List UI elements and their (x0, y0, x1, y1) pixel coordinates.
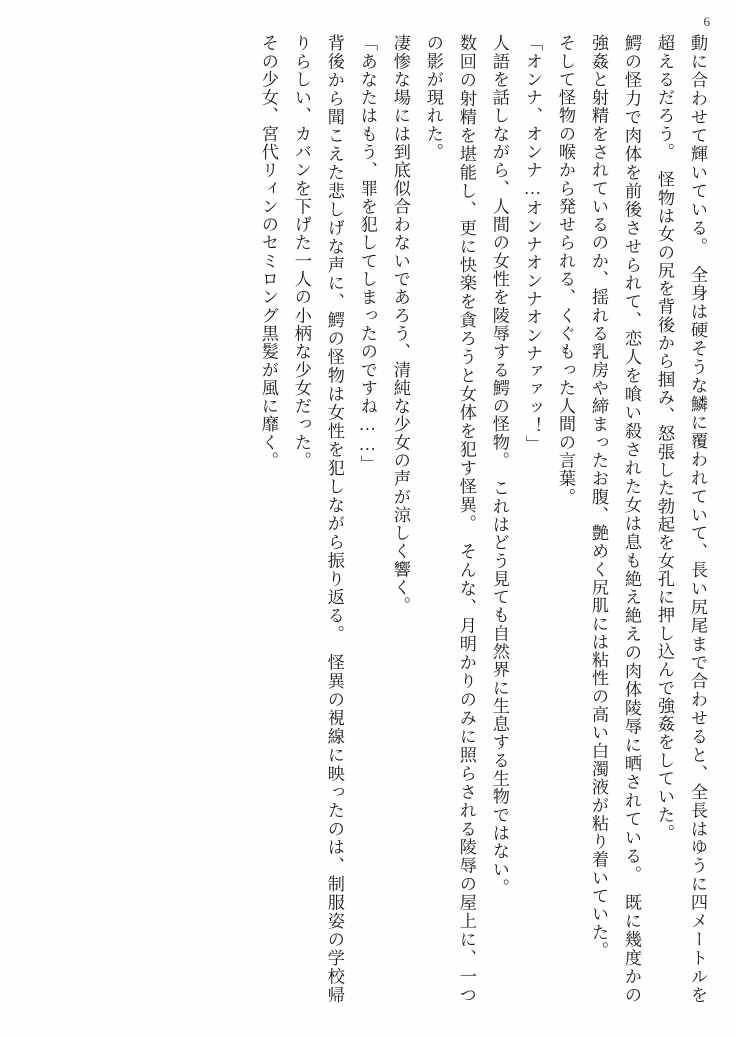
paragraph: その少女、宮代リィンのセミロング黒髪が風に靡く。 (258, 34, 278, 470)
paragraph: 「オンナ、オンナ…オンナオンナオンナァァッ！」 (522, 34, 542, 454)
paragraph: 凄惨な場には到底似合わないであろう、清純な少女の声が涼しく響く。 (390, 34, 410, 615)
paragraph: 人語を話しながら、人間の女性を陵辱する鰐の怪物。 これはどう見ても自然界に生息する生物ではない。 (489, 34, 509, 897)
page-number: 6 (703, 14, 710, 29)
paragraph: 鰐の怪力で肉体を前後させられて、恋人を喰い殺された女は息も絶え絶えの肉体陵辱に晒されている。 既に幾度かの強姦と射精をされているのか、揺れる乳房や締まったお腹、艶めく尻肌には粘性の高い白濁液が粘り着いていた。 (588, 34, 641, 1004)
paragraph: 動に合わせて輝いている。 全身は硬そうな鱗に覆われていて、長い尻尾まで合わせると、全長はゆうに四メートルを超えるだろう。 怪物は女の尻を背後から掴み、怒張した勃起を女孔に押し込んで強姦をしていた。 (654, 34, 707, 1004)
paragraph: そして怪物の喉から発せられる、くぐもった人間の言葉。 (555, 34, 575, 506)
paragraph: 数回の射精を堪能し、更に快楽を貪ろうと女体を犯す怪異。 そんな、月明かりのみに照らされる陵辱の屋上に、一つの影が現れた。 (423, 34, 476, 1004)
paragraph: 「あなたはもう、罪を犯してしまったのですね……」 (357, 34, 377, 474)
page-text-body (46, 34, 714, 1004)
paragraph: 背後から聞こえた悲しげな声に、鰐の怪物は女性を犯しながら振り返る。 怪異の視線に映ったのは、制服姿の学校帰りらしい、カバンを下げた一人の小柄な少女だった。 (291, 34, 344, 1004)
